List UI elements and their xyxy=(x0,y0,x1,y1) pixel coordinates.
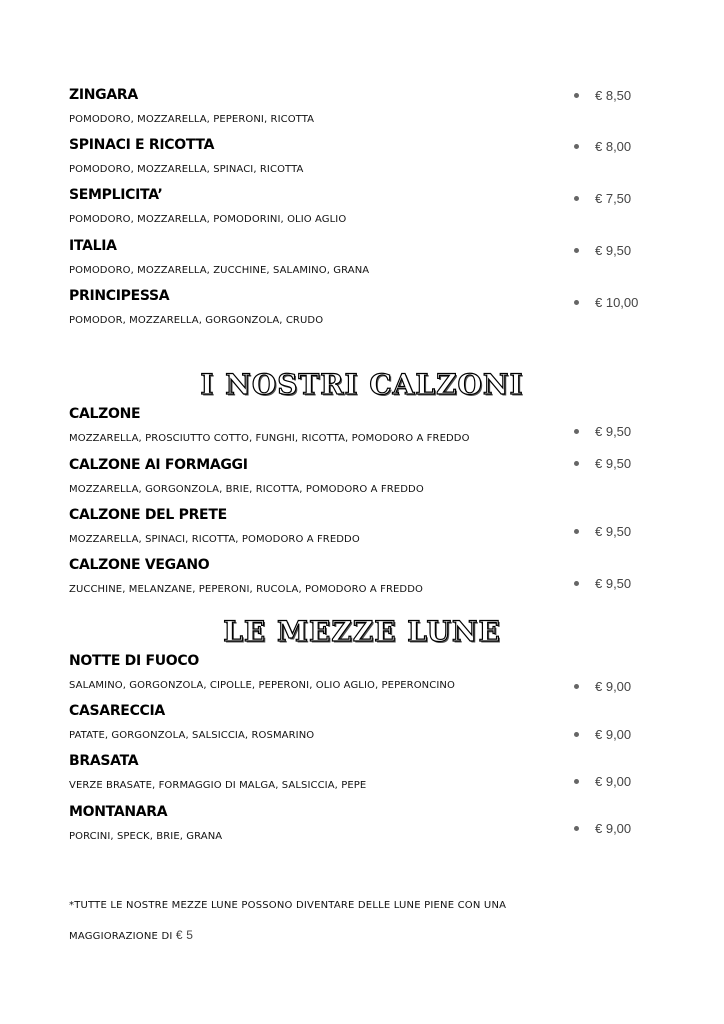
item-price-calzone-del-prete xyxy=(574,524,631,539)
footnote-text: MAGGIORAZIONE DI xyxy=(69,931,173,942)
item-ingredients-calzone: MOZZARELLA, PROSCIUTTO COTTO, FUNGHI, RICOTTA, POMODORO A FREDDO xyxy=(69,433,470,444)
bullet-icon xyxy=(574,144,579,149)
item-ingredients-calzone-vegano: ZUCCHINE, MELANZANE, PEPERONI, RUCOLA, POMODORO A FREDDO xyxy=(69,584,423,595)
item-price-italia xyxy=(574,243,631,258)
item-price-notte-di-fuoco xyxy=(574,679,631,694)
item-ingredients-italia: POMODORO, MOZZARELLA, ZUCCHINE, SALAMINO, GRANA xyxy=(69,265,370,276)
price-value: € 9,00 xyxy=(595,679,632,694)
price-value: € 9,50 xyxy=(595,456,632,471)
bullet-icon xyxy=(574,300,579,305)
price-value: € 9,50 xyxy=(595,524,632,539)
item-ingredients-casareccia: PATATE, GORGONZOLA, SALSICCIA, ROSMARINO xyxy=(69,730,315,741)
price-value: € 9,50 xyxy=(595,576,632,591)
item-price-principessa xyxy=(574,295,638,310)
bullet-icon xyxy=(574,732,579,737)
item-price-brasata xyxy=(574,774,631,789)
price-value: € 9,00 xyxy=(595,727,632,742)
item-price-calzone-vegano xyxy=(574,576,631,591)
bullet-icon xyxy=(574,826,579,831)
price-value: € 10,00 xyxy=(595,295,639,310)
item-ingredients-brasata: VERZE BRASATE, FORMAGGIO DI MALGA, SALSICCIA, PEPE xyxy=(69,780,367,791)
item-name-calzone-del-prete: CALZONE DEL PRETE xyxy=(69,507,227,523)
bullet-icon xyxy=(574,581,579,586)
section-title-calzoni: I NOSTRI CALZONI xyxy=(200,368,524,401)
item-price-semplicita xyxy=(574,191,631,206)
bullet-icon xyxy=(574,684,579,689)
item-price-montanara xyxy=(574,821,631,836)
footnote-line-1: *TUTTE LE NOSTRE MEZZE LUNE POSSONO DIVENTARE DELLE LUNE PIENE CON UNA xyxy=(69,900,507,911)
section-title-mezze-lune: LE MEZZE LUNE xyxy=(223,615,501,648)
bullet-icon xyxy=(574,248,579,253)
item-price-spinaci-e-ricotta xyxy=(574,139,631,154)
item-name-semplicita: SEMPLICITA’ xyxy=(69,187,163,203)
item-ingredients-principessa: POMODOR, MOZZARELLA, GORGONZOLA, CRUDO xyxy=(69,315,324,326)
bullet-icon xyxy=(574,529,579,534)
price-value: € 9,00 xyxy=(595,774,632,789)
item-name-calzone-vegano: CALZONE VEGANO xyxy=(69,557,210,573)
item-name-spinaci-e-ricotta: SPINACI E RICOTTA xyxy=(69,137,215,153)
bullet-icon xyxy=(574,93,579,98)
item-price-casareccia xyxy=(574,727,631,742)
item-price-calzone-ai-formaggi xyxy=(574,456,631,471)
item-name-casareccia: CASARECCIA xyxy=(69,703,165,719)
bullet-icon xyxy=(574,429,579,434)
item-name-notte-di-fuoco: NOTTE DI FUOCO xyxy=(69,653,199,669)
price-value: € 7,50 xyxy=(595,191,632,206)
item-name-italia: ITALIA xyxy=(69,238,117,254)
item-name-brasata: BRASATA xyxy=(69,753,139,769)
item-name-zingara: ZINGARA xyxy=(69,87,138,103)
item-price-calzone xyxy=(574,424,631,439)
item-ingredients-zingara: POMODORO, MOZZARELLA, PEPERONI, RICOTTA xyxy=(69,114,315,125)
bullet-icon xyxy=(574,461,579,466)
bullet-icon xyxy=(574,779,579,784)
price-value: € 9,50 xyxy=(595,243,632,258)
item-ingredients-spinaci-e-ricotta: POMODORO, MOZZARELLA, SPINACI, RICOTTA xyxy=(69,164,304,175)
item-name-montanara: MONTANARA xyxy=(69,804,168,820)
price-value: € 8,50 xyxy=(595,88,632,103)
item-name-calzone: CALZONE xyxy=(69,406,141,422)
item-ingredients-calzone-del-prete: MOZZARELLA, SPINACI, RICOTTA, POMODORO A FREDDO xyxy=(69,534,360,545)
price-value: € 9,00 xyxy=(595,821,632,836)
footnote-line-2 xyxy=(69,928,193,942)
footnote-amount: € 5 xyxy=(175,928,194,942)
item-ingredients-montanara: PORCINI, SPECK, BRIE, GRANA xyxy=(69,831,223,842)
item-name-principessa: PRINCIPESSA xyxy=(69,288,170,304)
price-value: € 9,50 xyxy=(595,424,632,439)
item-ingredients-semplicita: POMODORO, MOZZARELLA, POMODORINI, OLIO AGLIO xyxy=(69,214,347,225)
item-name-calzone-ai-formaggi: CALZONE AI FORMAGGI xyxy=(69,457,248,473)
item-ingredients-notte-di-fuoco: SALAMINO, GORGONZOLA, CIPOLLE, PEPERONI, OLIO AGLIO, PEPERONCINO xyxy=(69,680,455,691)
item-ingredients-calzone-ai-formaggi: MOZZARELLA, GORGONZOLA, BRIE, RICOTTA, POMODORO A FREDDO xyxy=(69,484,424,495)
item-price-zingara xyxy=(574,88,631,103)
price-value: € 8,00 xyxy=(595,139,632,154)
bullet-icon xyxy=(574,196,579,201)
